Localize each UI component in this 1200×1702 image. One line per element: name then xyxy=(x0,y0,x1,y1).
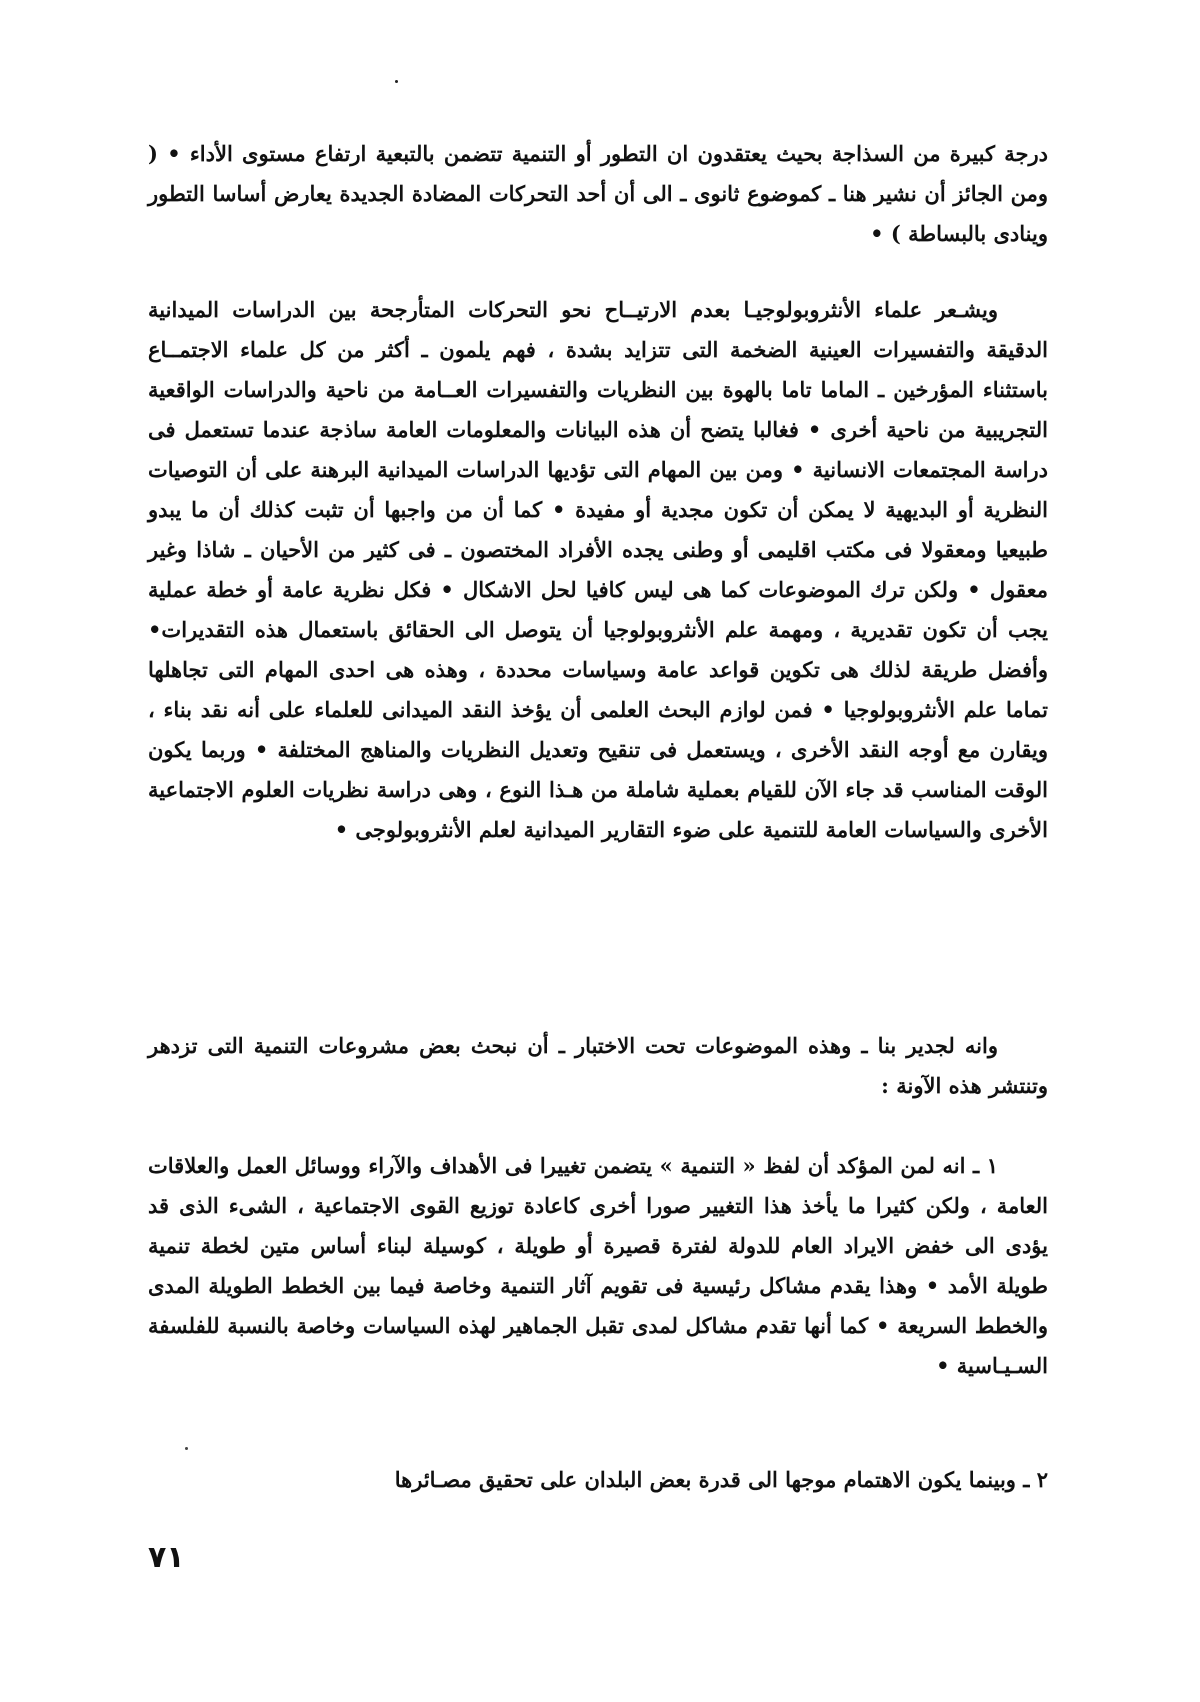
scan-speck xyxy=(185,1447,188,1450)
paragraph-3 xyxy=(148,1026,1048,1106)
paragraph-text: ويشـعر علماء الأنثروبولوجيـا بعدم الارتيــاح نحو التحركات المتأرجحة بين الدراسات الميدانية الدقيقة والتفسيرات العينية الضخمة التى تتزايد بشدة ، فهم يلمون ـ أكثر من كل علماء الاجتمــاع باستثناء المؤرخين ـ الماما تاما بالهوة بين النظريات والتفسيرات العــامة من ناحية والدراسات الواقعية التجريبية من ناحية أخرى • فغالبا يتضح أن هذه البيانات والمعلومات العامة ساذجة عندما تستعمل فى دراسة المجتمعات الانسانية • ومن بين المهام التى تؤديها الدراسات الميدانية البرهنة على أن التوصيات النظرية أو البديهية لا يمكن أن تكون مجدية أو مفيدة • كما أن من واجبها أن تثبت كذلك أن ما يبدو طبيعيا ومعقولا فى مكتب اقليمى أو وطنى يجده الأفراد المختصون ـ فى كثير من الأحيان ـ شاذا وغير معقول • ولكن ترك الموضوعات كما هى ليس كافيا لحل الاشكال • فكل نظرية عامة أو خطة عملية يجب أن تكون تقديرية ، ومهمة علم الأنثروبولوجيا أن يتوصل الى الحقائق باستعمال هذه التقديرات• وأفضل طريقة لذلك هى تكوين قواعد عامة وسياسات محددة ، وهذه هى احدى المهام التى تجاهلها تماما علم الأنثروبولوجيا • فمن لوازم البحث العلمى أن يؤخذ النقد الميدانى للعلماء على أنه نقد بناء ، ويقارن مع أوجه النقد الأخرى ، ويستعمل فى تنقيح وتعديل النظريات والمناهج المختلفة • وربما يكون الوقت المناسب قد جاء الآن للقيام بعملية شاملة من هـذا النوع ، وهى دراسة نظريات العلوم الاجتماعية الأخرى والسياسات العامة للتنمية على ضوء التقارير الميدانية لعلم الأنثروبولوجى • xyxy=(148,297,1049,842)
paragraph-text: ٢ ـ وبينما يكون الاهتمام موجها الى قدرة بعض البلدان على تحقيق مصـائرها xyxy=(394,1467,1048,1492)
page-number: ٧١ xyxy=(148,1540,185,1575)
paragraph-2 xyxy=(148,290,1048,850)
scan-speck xyxy=(395,80,398,83)
paragraph-text: درجة كبيرة من السذاجة بحيث يعتقدون ان التطور أو التنمية تتضمن بالتبعية ارتفاع مستوى الأداء • ( ومن الجائز أن نشير هنا ـ كموضوع ثانوى ـ الى أن أحد التحركات المضادة الجديدة يعارض أساسا التطور وينادى بالبساطة ) • xyxy=(148,141,1048,246)
paragraph-1 xyxy=(148,134,1048,254)
paragraph-text: ١ ـ انه لمن المؤكد أن لفظ « التنمية » يتضمن تغييرا فى الأهداف والآراء ووسائل العمل والعلاقات العامة ، ولكن كثيرا ما يأخذ هذا التغيير صورا أخرى كاعادة توزيع القوى الاجتماعية ، الشىء الذى قد يؤدى الى خفض الايراد العام للدولة لفترة قصيرة أو طويلة ، كوسيلة لبناء أساس متين لخطة تنمية طويلة الأمد • وهذا يقدم مشاكل رئيسية فى تقويم آثار التنمية وخاصة فيما بين الخطط الطويلة المدى والخطط السريعة • كما أنها تقدم مشاكل لمدى تقبل الجماهير لهذه السياسات وخاصة بالنسبة للفلسفة السـيـاسية • xyxy=(148,1153,1048,1378)
paragraph-4 xyxy=(148,1146,1048,1386)
paragraph-text: وانه لجدير بنا ـ وهذه الموضوعات تحت الاختبار ـ أن نبحث بعض مشروعات التنمية التى تزدهر وتنتشر هذه الآونة : xyxy=(148,1033,1048,1098)
paragraph-5 xyxy=(148,1460,1048,1500)
